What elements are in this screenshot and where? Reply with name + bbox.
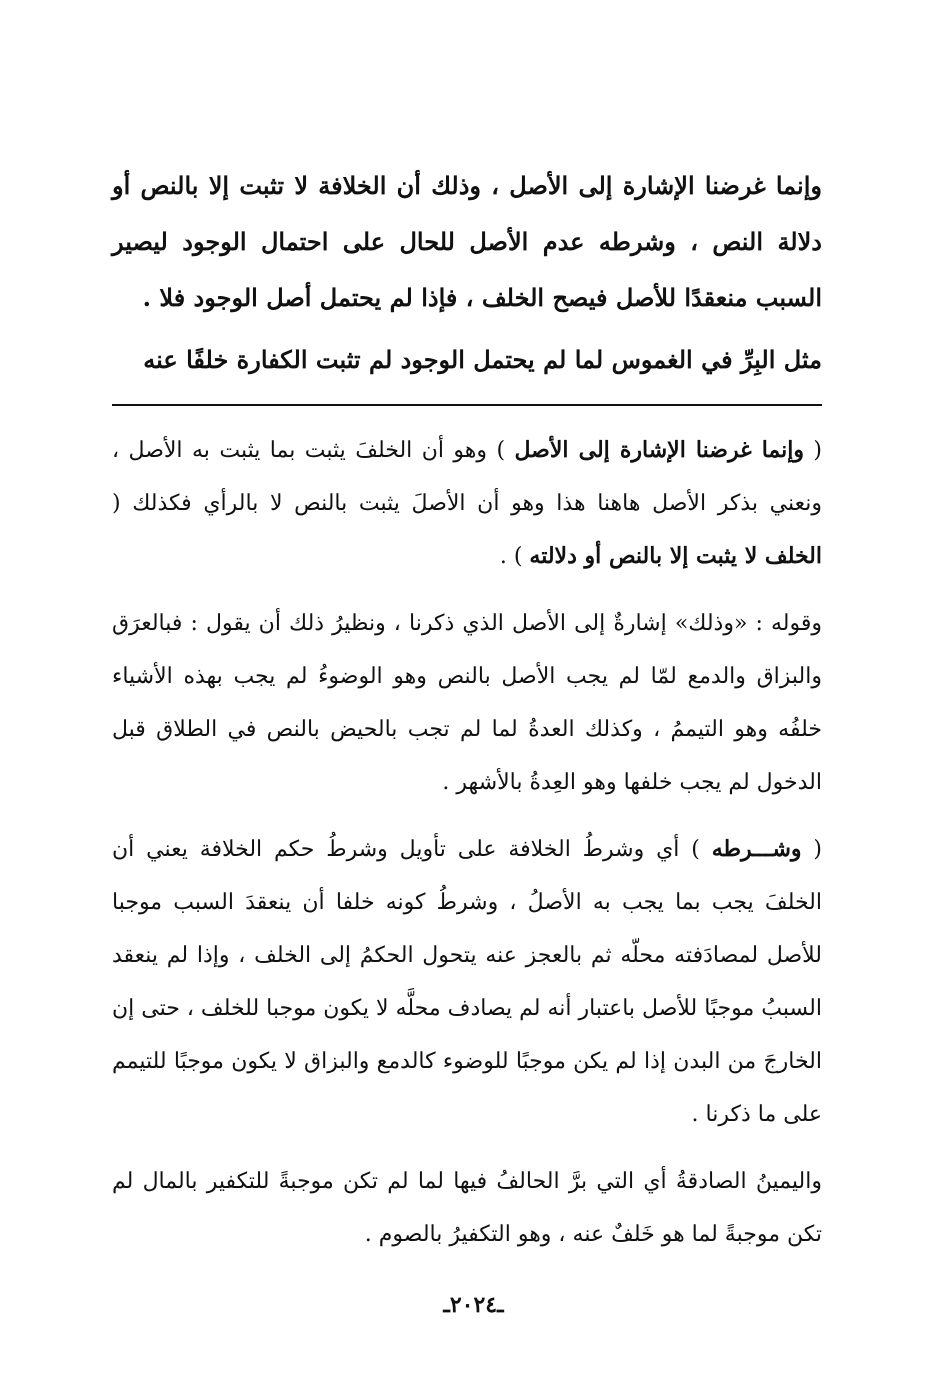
lemma-quote: الخلف لا يثبت إلا بالنص أو دلالته — [529, 543, 822, 569]
page-number: ـ٢٠٢٤ـ — [443, 1292, 504, 1318]
commentary-paragraph-2: وقوله : «وذلك» إشارةٌ إلى الأصل الذي ذكرنا ، ونظيرُ ذلك أن يقول : فبالعرَق والبزاق والدمع لمّا لم يجب الأصل بالنص وهو الوضوءُ لم يجب بهذه الأشياء خلفُه وهو التيممُ ، وكذلك العدةُ لما لم تجب بالحيض بالنص في الطلاق قبل الدخول لم يجب خلفها وهو العِدةُ بالأشهر . — [112, 611, 822, 795]
open-paren: ( — [801, 837, 823, 862]
commentary-paragraph-4: واليمينُ الصادقةُ أي التي برَّ الحالفُ فيها لما لم تكن موجبةً للتكفير بالمال لم تكن موجبةً لما هو خَلفٌ عنه ، وهو التكفيرُ بالصوم . — [112, 1169, 822, 1247]
commentary-text: ) أي وشرطُ الخلافة على تأويل وشرطُ حكم الخلافة يعني أن الخلفَ يجب بما يجب به الأصلُ ، وشرطُ كونه خلفا أن ينعقدَ السبب موجبا للأصل لمصادَفته محلّه ثم بالعجز عنه يتحول الحكمُ إلى الخلف ، وإذا لم ينعقد السببُ موجبًا للأصل باعتبار أنه لم يصادف محلَّه لا يكون موجبا للخلف ، حتى إن الخارجَ من البدن إذا لم يكن موجبًا للوضوء كالدمع والبزاق لا يكون موجبًا للتيمم على ما ذكرنا . — [112, 837, 822, 1127]
commentary-paragraph-1 — [112, 424, 822, 583]
main-paragraph-1: وإنما غرضنا الإشارة إلى الأصل ، وذلك أن الخلافة لا تثبت إلا بالنص أو دلالة النص ، وشرطه عدم الأصل للحال على احتمال الوجود ليصير السبب منعقدًا للأصل فيصح الخلف ، فإذا لم يحتمل أصل الوجود فلا . — [112, 171, 822, 312]
open-paren: ( — [803, 438, 823, 463]
lemma-quote: وشـــرطه — [711, 836, 802, 862]
commentary-text: ) وهو أن الخلفَ يثبت بما يثبت به الأصل ، ونعني بذكر الأصل هاهنا هذا وهو أن الأصلَ يثبت بالنص لا بالرأي فكذلك ( — [112, 438, 822, 516]
commentary — [112, 424, 822, 1261]
footnote-divider — [112, 404, 822, 406]
commentary-paragraph-3 — [112, 823, 822, 1141]
main-text — [112, 158, 822, 388]
main-paragraph-2: مثل البِرِّ في الغموس لما لم يحتمل الوجود لم تثبت الكفارة خلفًا عنه — [143, 345, 822, 374]
close-paren: ) . — [499, 544, 530, 569]
lemma-quote: وإنما غرضنا الإشارة إلى الأصل — [514, 437, 804, 463]
